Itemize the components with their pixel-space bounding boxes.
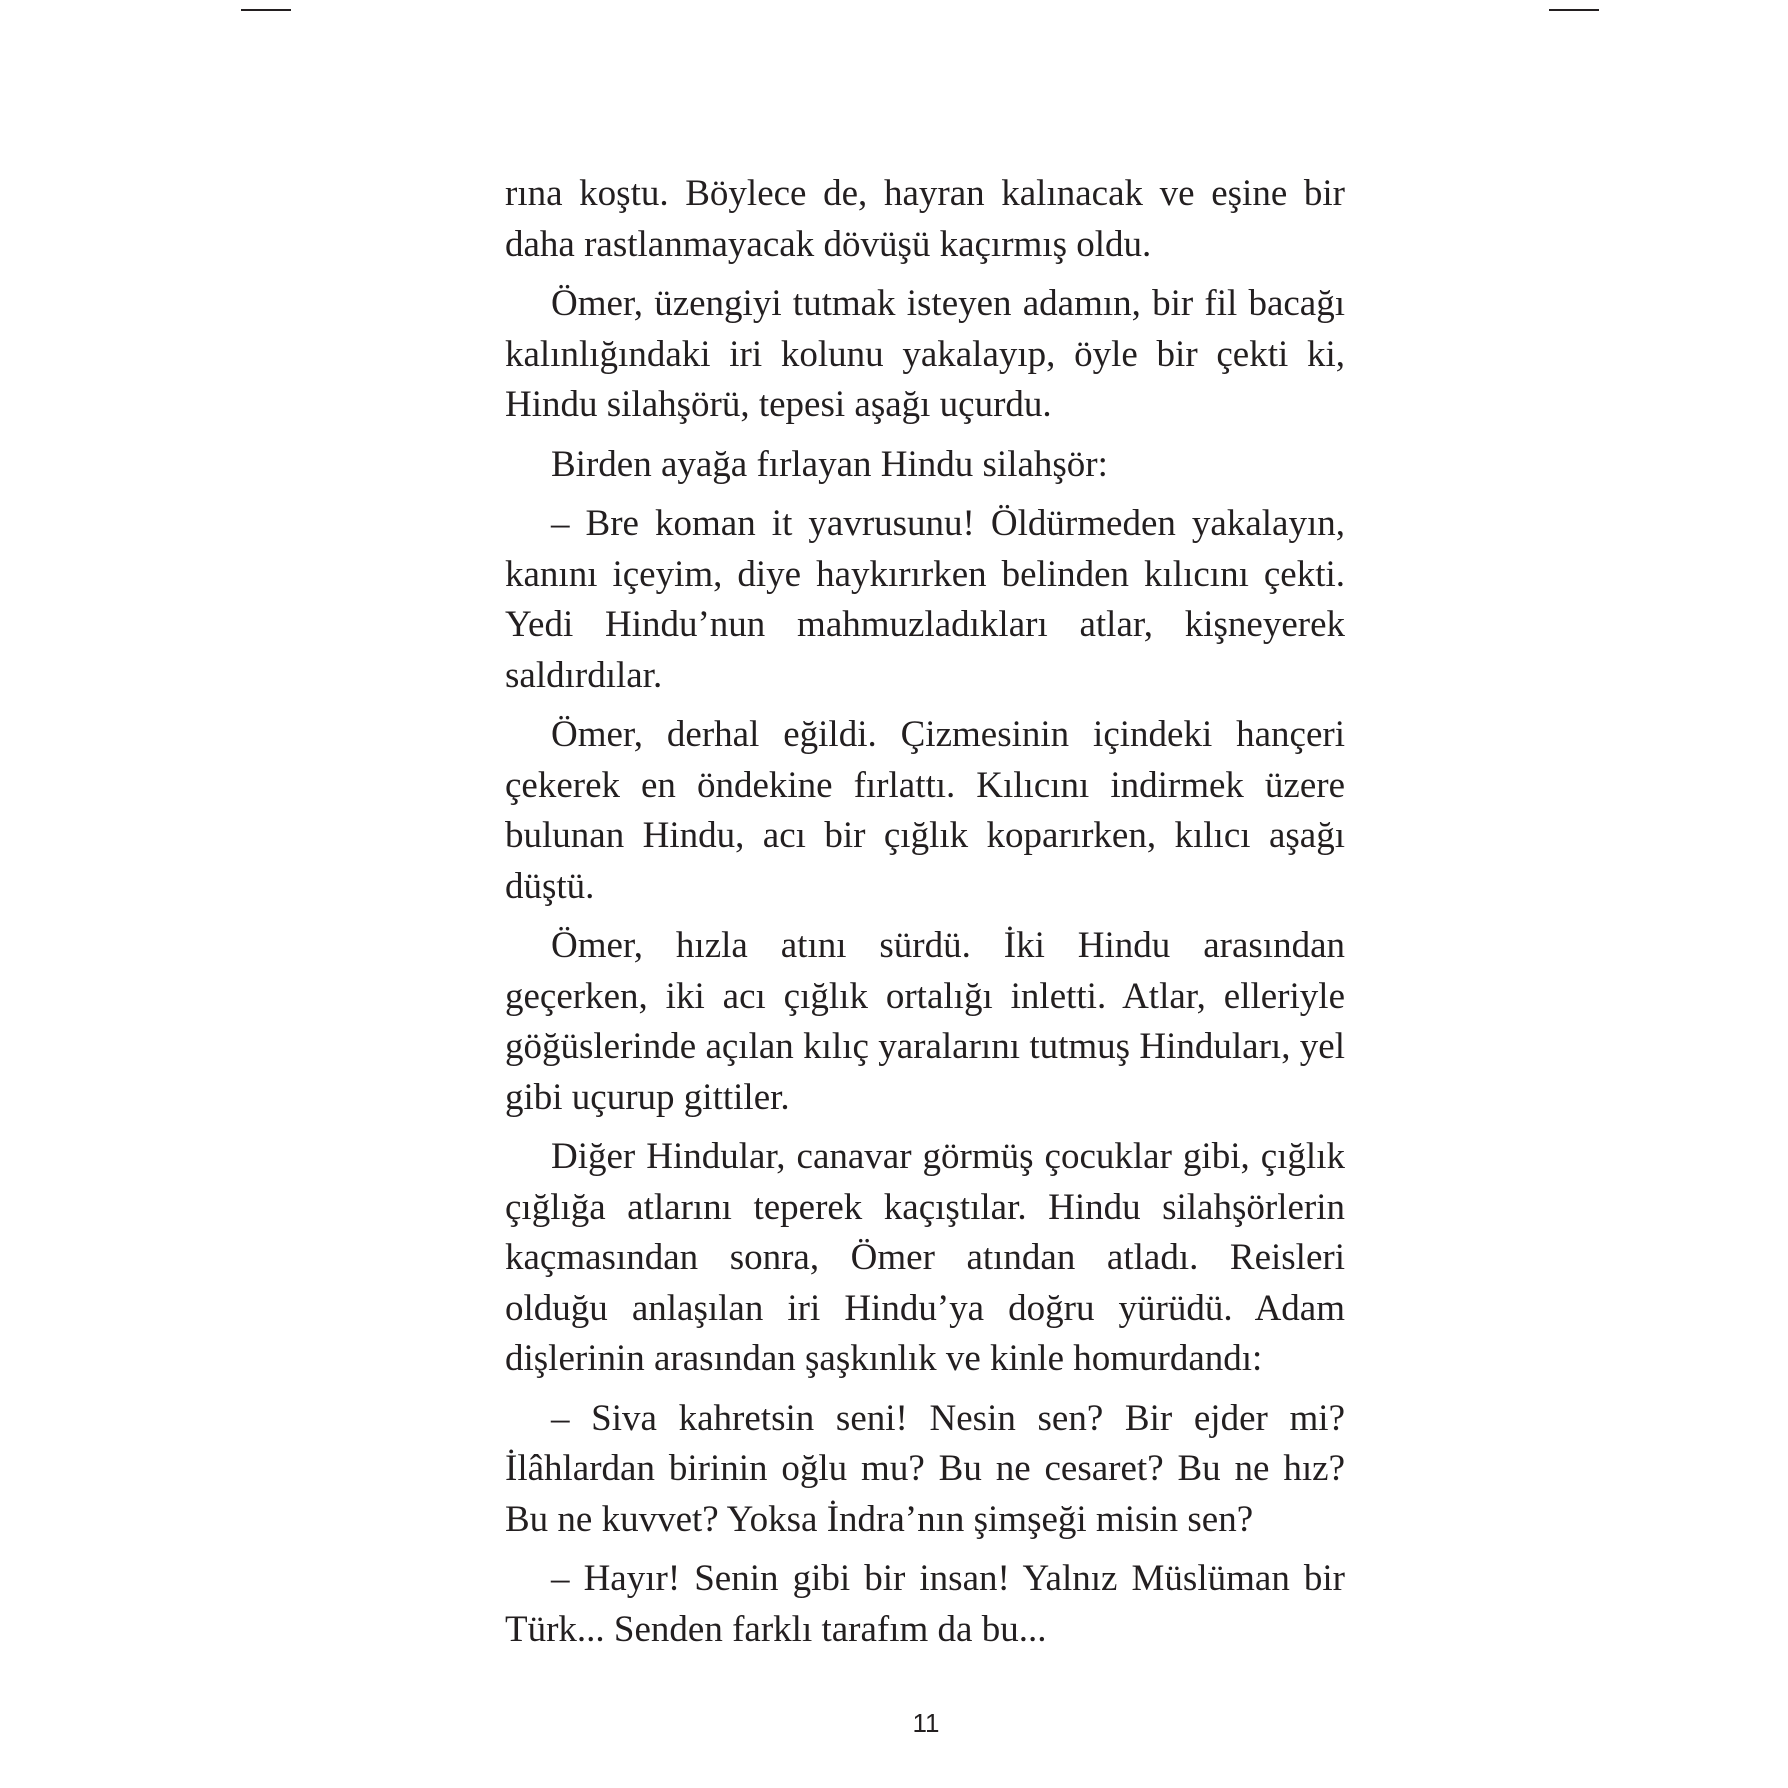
paragraph: Ömer, hızla atını sürdü. İki Hindu arasından geçerken, iki acı çığlık ortalığı inletti. Atlar, elleriyle göğüslerinde açılan kılıç yaralarını tutmuş Hinduları, yel gibi uçurup gittiler. — [505, 925, 1345, 1118]
dialogue-paragraph: – Hayır! Senin gibi bir insan! Yalnız Müslüman bir Türk... Senden farklı tarafım da bu... — [505, 1558, 1345, 1650]
paragraph-continuation: rına koştu. Böylece de, hayran kalınacak ve eşine bir daha rastlanmayacak dövüşü kaçırmış oldu. — [505, 173, 1345, 265]
paragraph: Ömer, derhal eğildi. Çizmesinin içindeki hançeri çekerek en öndekine fırlattı. Kılıcını indirmek üzere bulunan Hindu, acı bir çığlık koparırken, kılıcı aşağı düştü. — [505, 714, 1345, 907]
crop-mark-right — [1549, 9, 1599, 11]
paragraph: Birden ayağa fırlayan Hindu silahşör: — [551, 443, 1108, 485]
paragraph: Diğer Hindular, canavar görmüş çocuklar gibi, çığlık çığlığa atlarını teperek kaçıştılar. Hindu silahşörlerin kaçmasından sonra, Ömer atından atladı. Reisleri olduğu anlaşılan iri Hindu’ya doğru yürüdü. Adam dişlerinin arasından şaşkınlık ve kinle homurdandı: — [505, 1136, 1345, 1379]
crop-mark-left — [241, 9, 291, 11]
dialogue-paragraph: – Bre koman it yavrusunu! Öldürmeden yakalayın, kanını içeyim, diye haykırırken belinden kılıcını çekti. Yedi Hindu’nun mahmuzladıkları atlar, kişneyerek saldırdılar. — [505, 503, 1345, 696]
body-text — [505, 169, 1345, 1664]
dialogue-paragraph: – Siva kahretsin seni! Nesin sen? Bir ejder mi? İlâhlardan birinin oğlu mu? Bu ne cesaret? Bu ne hız? Bu ne kuvvet? Yoksa İndra’nın şimşeği misin sen? — [505, 1397, 1345, 1540]
page-number: 11 — [912, 1708, 940, 1738]
paragraph: Ömer, üzengiyi tutmak isteyen adamın, bir fil bacağı kalınlığındaki iri kolunu yakalayıp, öyle bir çekti ki, Hindu silahşörü, tepesi aşağı uçurdu. — [505, 283, 1345, 425]
